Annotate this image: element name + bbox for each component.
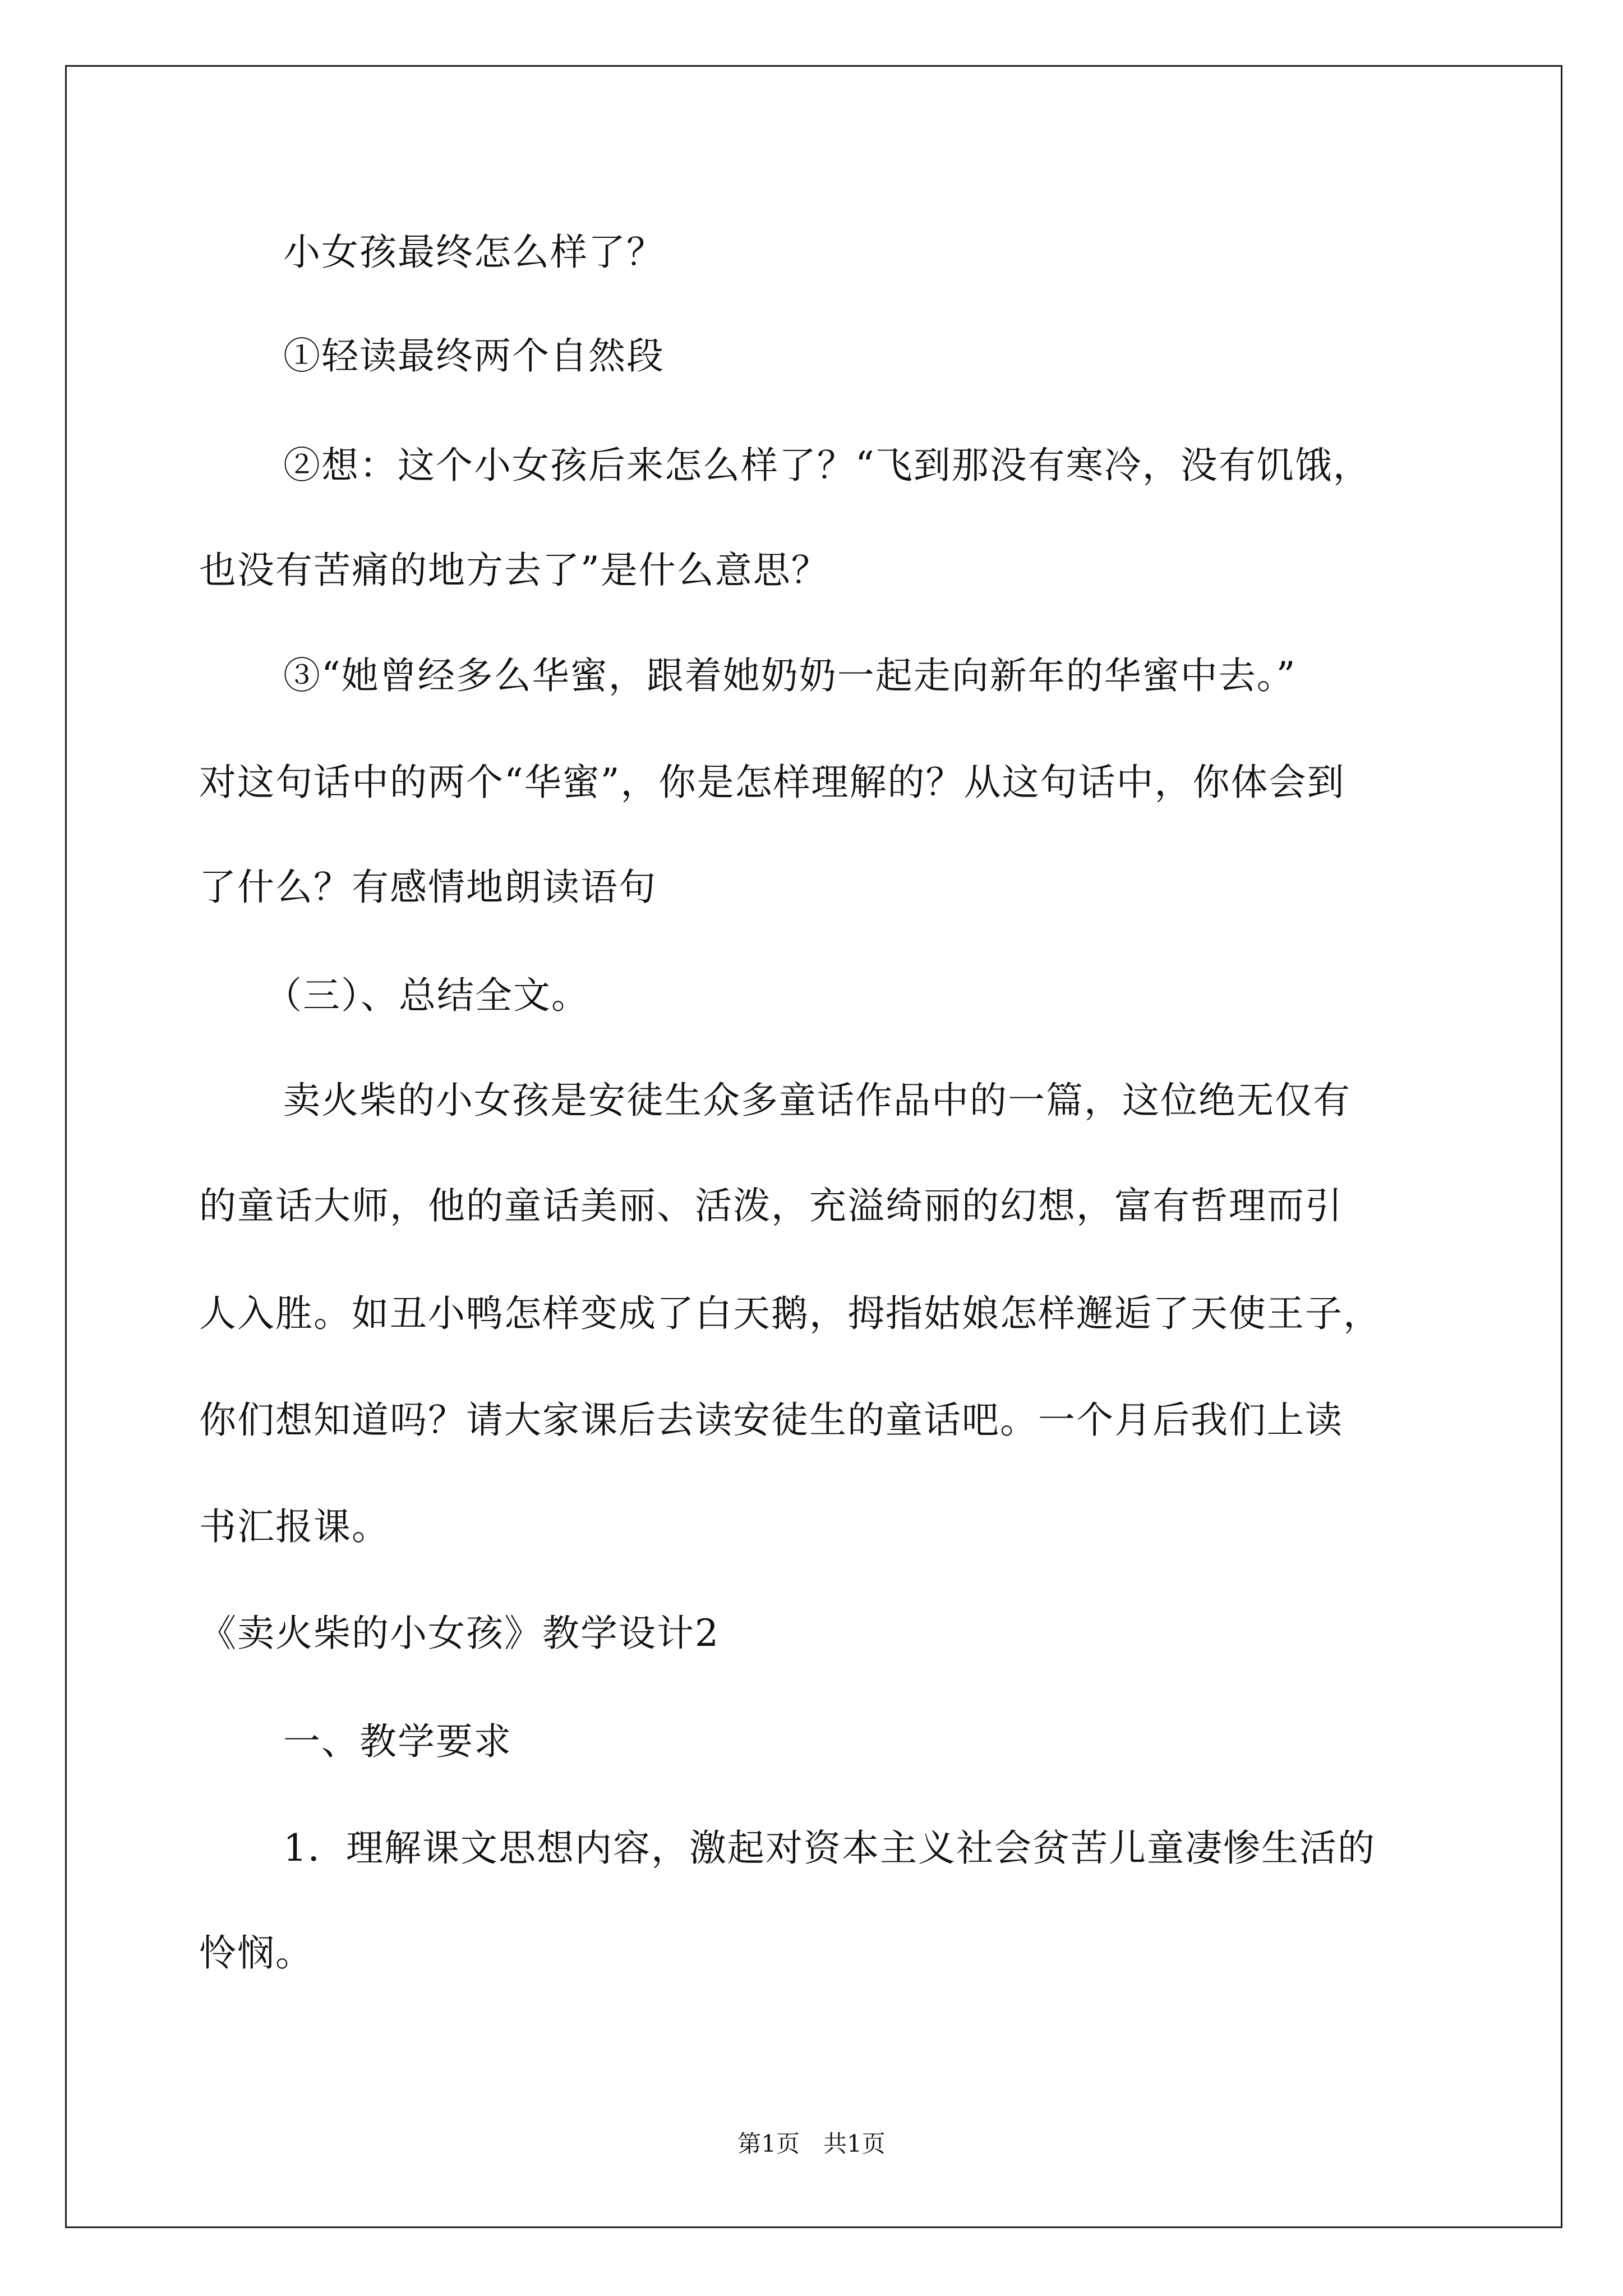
text-line: 书汇报课。: [199, 1505, 390, 1548]
text-line: 人入胜。如丑小鸭怎样变成了白天鹅，拇指姑娘怎样邂逅了天使王子，: [199, 1292, 1381, 1335]
section-heading: 一、教学要求: [283, 1720, 512, 1763]
text-line: 怜悯。: [199, 1931, 313, 1975]
text-line: ②想：这个小女孩后来怎么样了？“飞到那没有寒冷，没有饥饿，: [283, 444, 1371, 487]
text-line: ③“她曾经多么华蜜，跟着她奶奶一起走向新年的华蜜中去。”: [283, 654, 1297, 697]
text-line: 的童话大师，他的童话美丽、活泼，充溢绮丽的幻想，富有哲理而引: [199, 1184, 1343, 1227]
text-line: 也没有苦痛的地方去了”是什么意思？: [199, 549, 829, 592]
text-line: 1．理解课文思想内容，激起对资本主义社会贫苦儿童凄惨生活的: [283, 1826, 1376, 1870]
text-line: 了什么？有感情地朗读语句: [199, 866, 657, 909]
text-line: 卖火柴的小女孩是安徒生众多童话作品中的一篇，这位绝无仅有: [283, 1079, 1351, 1122]
text-line: 你们想知道吗？请大家课后去读安徒生的童话吧。一个月后我们上读: [199, 1398, 1343, 1442]
text-line: 小女孩最终怎么样了？: [283, 231, 665, 274]
section-heading: （三）、总结全文。: [265, 974, 589, 1017]
document-title: 《卖火柴的小女孩》教学设计2: [199, 1612, 720, 1655]
text-line: ①轻读最终两个自然段: [283, 334, 665, 378]
page-border: [65, 65, 1562, 2228]
page-number-footer: 第1页 共1页: [737, 2130, 886, 2157]
text-line: 对这句话中的两个“华蜜”，你是怎样理解的？从这句话中，你体会到: [199, 761, 1345, 804]
